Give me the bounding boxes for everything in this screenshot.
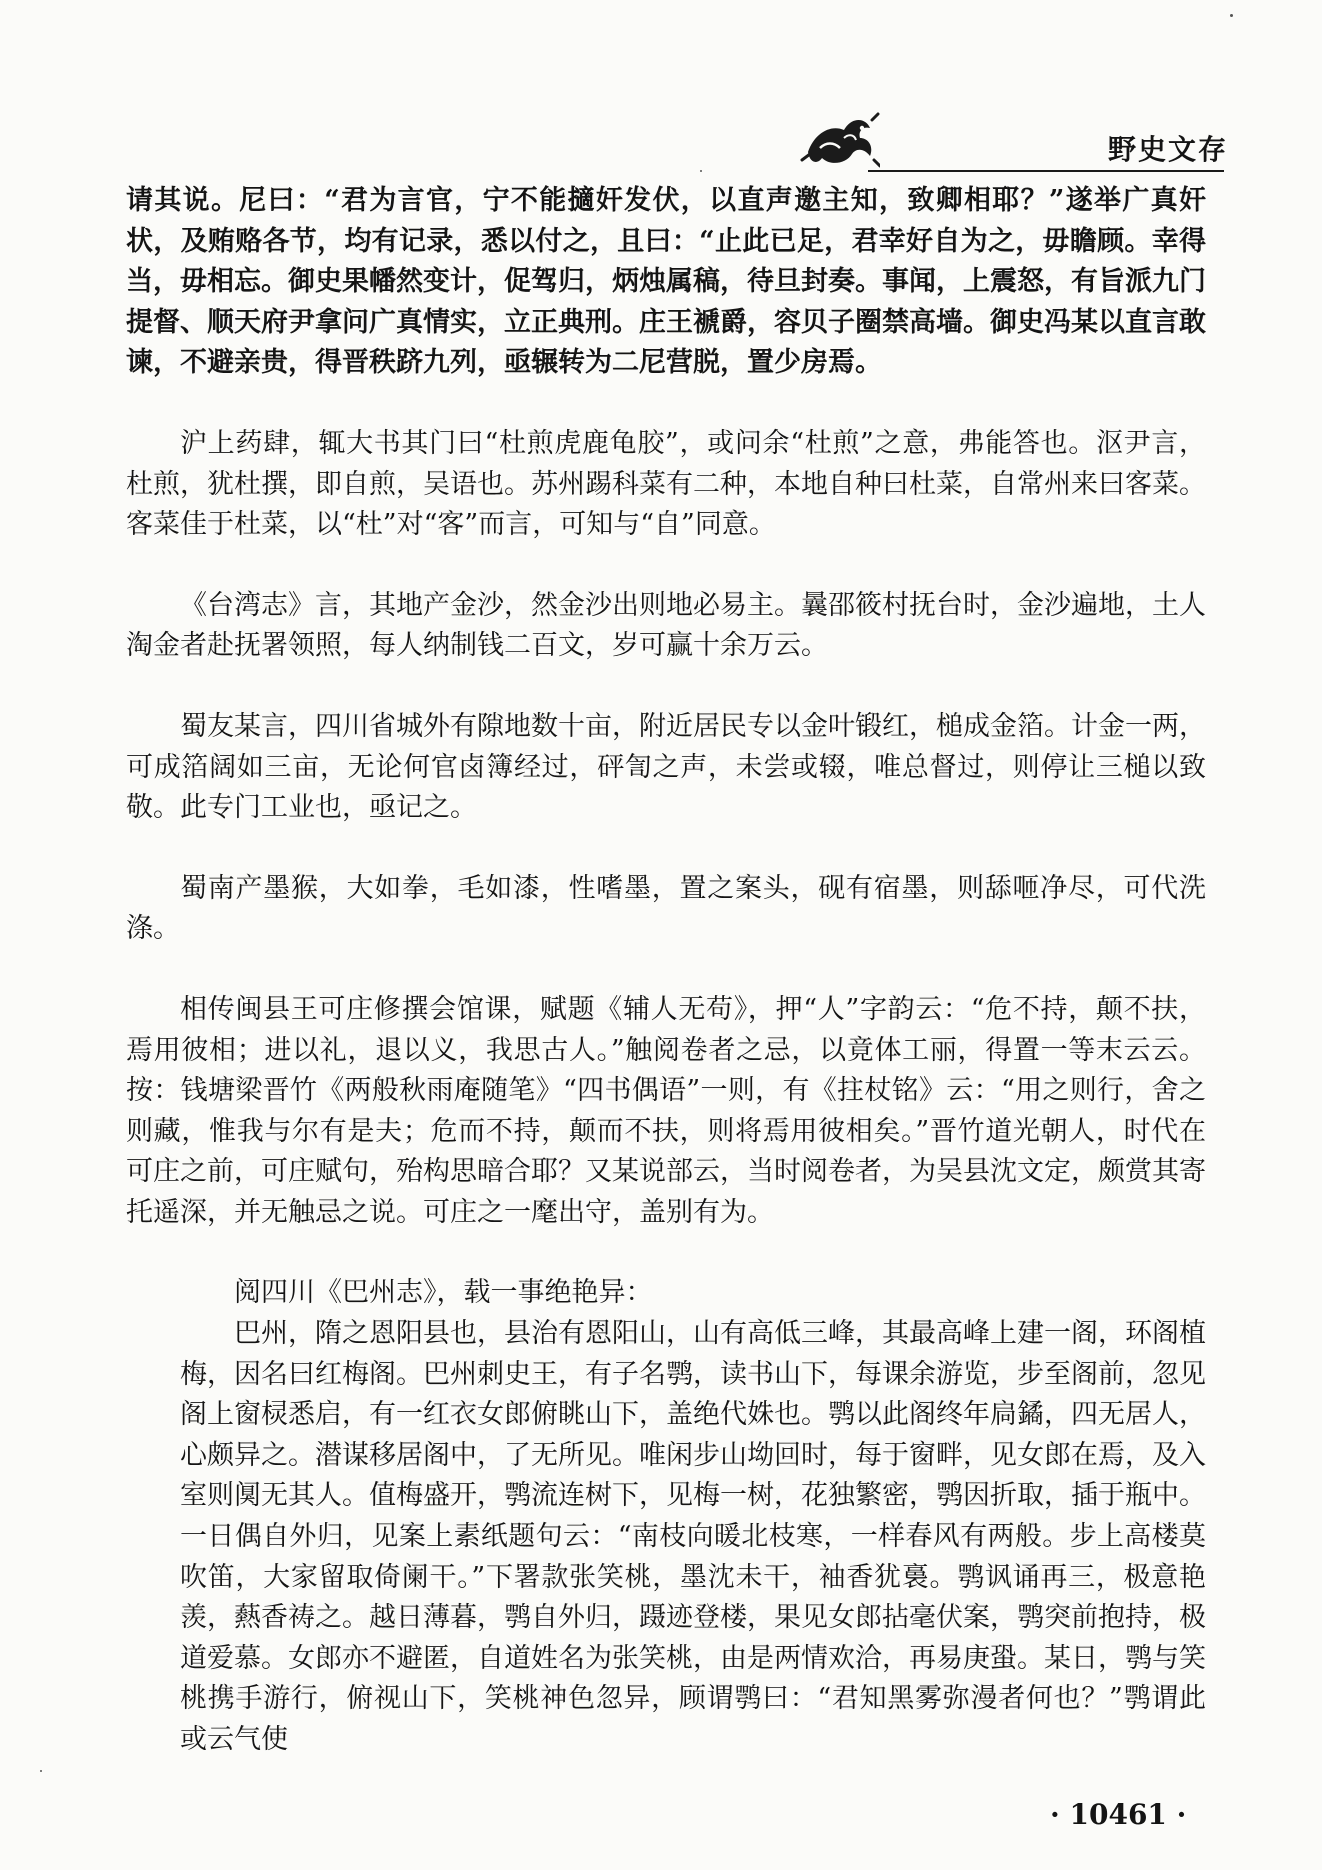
scan-speck bbox=[700, 170, 702, 172]
paragraph-taiwan-gold: 《台湾志》言，其地产金沙，然金沙出则地必易主。曩邵筱村抚台时，金沙遍地，土人淘金者赴抚署领照，每人纳制钱二百文，岁可赢十余万云。 bbox=[126, 589, 1206, 662]
page-number: · 10461 · bbox=[1050, 1798, 1187, 1831]
running-header-title: 野史文存 bbox=[1108, 133, 1229, 166]
paragraph-bazhou-intro: 阅四川《巴州志》，载一事绝艳异： bbox=[234, 1277, 653, 1309]
paragraph-gold-leaf: 蜀友某言，四川省城外有隙地数十亩，附近居民专以金叶锻红，槌成金箔。计金一两，可成箔阔如三亩，无论何官卤簿经过，砰訇之声，未尝或辍，唯总督过，则停让三槌以致敬。此专门工业也，亟记之。 bbox=[126, 710, 1206, 824]
body-text bbox=[126, 181, 1206, 1761]
paragraph-red-plum-pavilion: 巴州，隋之恩阳县也，县治有恩阳山，山有高低三峰，其最高峰上建一阁，环阁植梅，因名曰红梅阁。巴州刺史王，有子名鹗，读书山下，每课余游览，步至阁前，忽见阁上窗棂悉启，有一红衣女郎俯眺山下，盖绝代姝也。鹗以此阁终年扃鐍，四无居人，心颇异之。潜谋移居阁中，了无所见。唯闲步山坳回时，每于窗畔，见女郎在焉，及入室则阒无其人。值梅盛开，鹗流连树下，见梅一树，花独繁密，鹗因折取，插于瓶中。一日偶自外归，见案上素纸题句云：“南枝向暖北枝寒，一样春风有两般。步上高楼莫吹笛，大家留取倚阑干。”下署款张笑桃，墨沈未干，袖香犹裛。鹗讽诵再三，极意艳羡，爇香祷之。越日薄暮，鹗自外归，蹑迹登楼，果见女郎拈毫伏案，鹗突前抱持，极道爱慕。女郎亦不避匿，自道姓名为张笑桃，由是两情欢洽，再易庚蛩。某日，鹗与笑桃携手游行，俯视山下，笑桃神色忽异，顾谓鹗曰：“君知黑雾弥漫者何也？”鹗谓此或云气使 bbox=[180, 1318, 1206, 1755]
dragon-emblem-icon bbox=[800, 108, 880, 172]
paragraph-dujian: 沪上药肆，辄大书其门曰“杜煎虎鹿龟胶”，或问余“杜煎”之意，弗能答也。沤尹言，杜煎，犹杜撰，即自煎，吴语也。苏州踢科菜有二种，本地自种曰杜菜，自常州来曰客菜。客菜佳于杜菜，以“杜”对“客”而言，可知与“自”同意。 bbox=[126, 427, 1206, 541]
scan-speck bbox=[1230, 14, 1233, 17]
header-rule bbox=[868, 170, 1224, 172]
paragraph-ink-monkey: 蜀南产墨猴，大如拳，毛如漆，性嗜墨，置之案头，砚有宿墨，则舔咂净尽，可代洗涤。 bbox=[126, 872, 1206, 945]
scan-speck bbox=[40, 1770, 42, 1772]
paragraph-continued-story: 请其说。尼曰：“君为言官，宁不能擿奸发伏，以直声邀主知，致卿相耶？”遂举广真奸状，及贿赂各节，均有记录，悉以付之，且曰：“止此已足，君幸好自为之，毋瞻顾。幸得当，毋相忘。御史果幡然变计，促驾归，炳烛属稿，待旦封奏。事闻，上震怒，有旨派九门提督、顺天府尹拿问广真情实，立正典刑。庄王褫爵，容贝子圈禁高墙。御史冯某以直言敢谏，不避亲贵，得晋秩跻九列，亟辗转为二尼营脱，置少房焉。 bbox=[126, 185, 1206, 379]
paragraph-wang-kezhuang: 相传闽县王可庄修撰会馆课，赋题《辅人无苟》，押“人”字韵云：“危不持，颠不扶，焉用彼相；进以礼，退以义，我思古人。”触阅卷者之忌，以竟体工丽，得置一等末云云。按：钱塘梁晋竹《两般秋雨庵随笔》“四书偶语”一则，有《拄杖铭》云：“用之则行，舍之则藏，惟我与尔有是夫；危而不持，颠而不扶，则将焉用彼相矣。”晋竹道光朝人，时代在可庄之前，可庄赋句，殆构思暗合耶？又某说部云，当时阅卷者，为吴县沈文定，颇赏其寄托遥深，并无触忌之说。可庄之一麾出守，盖别有为。 bbox=[126, 993, 1206, 1228]
